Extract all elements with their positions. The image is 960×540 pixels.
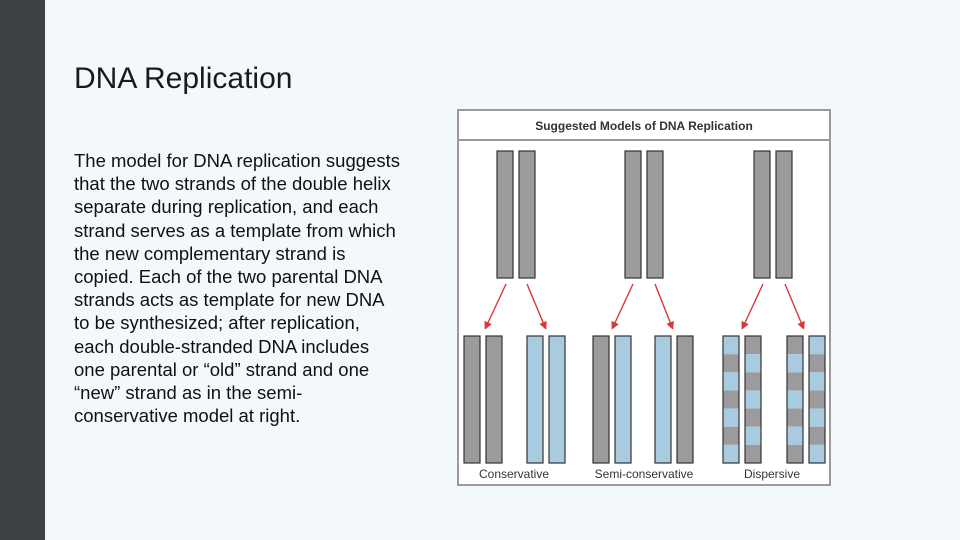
label-conservative: Conservative	[478, 467, 550, 481]
dispersive-mixed-strand-4-segment	[809, 445, 825, 463]
arrow-dispersive-left	[743, 284, 763, 327]
dispersive-mixed-strand-3-segment	[787, 372, 803, 390]
dispersive-mixed-strand-3-segment	[787, 336, 803, 354]
semi-conservative-new-strand-1	[615, 336, 631, 463]
dispersive-mixed-strand-4-segment	[809, 336, 825, 354]
dispersive-mixed-strand-3-segment	[787, 354, 803, 372]
replication-models-figure	[457, 109, 831, 486]
dispersive-mixed-strand-3-segment	[787, 390, 803, 408]
dispersive-mixed-strand-2-segment	[745, 427, 761, 445]
dispersive-mixed-strand-1-segment	[723, 445, 739, 463]
dispersive-mixed-strand-2-segment	[745, 354, 761, 372]
arrow-conservative-left	[486, 284, 506, 327]
conservative-new-strand-2	[549, 336, 565, 463]
dispersive-mixed-strand-2-segment	[745, 390, 761, 408]
conservative-old-strand-2	[486, 336, 502, 463]
dispersive-mixed-strand-1	[723, 336, 739, 463]
dispersive-mixed-strand-4-segment	[809, 372, 825, 390]
dispersive-mixed-strand-3-segment	[787, 445, 803, 463]
dispersive-mixed-strand-2-segment	[745, 372, 761, 390]
slide-body-text: The model for DNA replication suggests that the two strands of the double helix separate during replication, and each strand serves as a template from which the new complementary strand is copied. Each of the two parental DNA strands acts as template for new DNA to be synthesized; after replication, each double-stranded DNA includes one parental or “old” strand and one “new” strand as in the semi- conservative model at right.	[74, 150, 400, 427]
dispersive-mixed-strand-3-segment	[787, 409, 803, 427]
parent-strand-semi-right	[647, 151, 663, 278]
parent-strand-semi-left	[625, 151, 641, 278]
parent-strand-conservative-left	[497, 151, 513, 278]
semi-conservative-old-strand-2	[677, 336, 693, 463]
dispersive-mixed-strand-2-segment	[745, 445, 761, 463]
label-dispersive: Dispersive	[743, 467, 801, 481]
dispersive-mixed-strand-1-segment	[723, 336, 739, 354]
dispersive-mixed-strand-1-segment	[723, 427, 739, 445]
parent-strand-dispersive-left	[754, 151, 770, 278]
dispersive-mixed-strand-2	[745, 336, 761, 463]
arrow-dispersive-right	[785, 284, 803, 327]
dispersive-mixed-strand-1-segment	[723, 409, 739, 427]
parent-strand-dispersive-right	[776, 151, 792, 278]
dispersive-mixed-strand-1-segment	[723, 390, 739, 408]
semi-conservative-old-strand-1	[593, 336, 609, 463]
dispersive-mixed-strand-4-segment	[809, 427, 825, 445]
semi-conservative-new-strand-2	[655, 336, 671, 463]
conservative-new-strand-1	[527, 336, 543, 463]
arrow-conservative-right	[527, 284, 545, 327]
parent-strand-conservative-right	[519, 151, 535, 278]
replication-models-diagram	[459, 111, 829, 484]
label-semi-conservative: Semi-conservative	[594, 467, 694, 481]
arrow-semi-right	[655, 284, 672, 327]
dispersive-mixed-strand-1-segment	[723, 372, 739, 390]
conservative-old-strand-1	[464, 336, 480, 463]
dispersive-mixed-strand-3	[787, 336, 803, 463]
slide-title: DNA Replication	[74, 62, 293, 95]
dispersive-mixed-strand-4-segment	[809, 409, 825, 427]
left-accent-bar	[0, 0, 45, 540]
dispersive-mixed-strand-3-segment	[787, 427, 803, 445]
figure-title: Suggested Models of DNA Replication	[459, 111, 829, 141]
dispersive-mixed-strand-2-segment	[745, 409, 761, 427]
dispersive-mixed-strand-4	[809, 336, 825, 463]
dispersive-mixed-strand-4-segment	[809, 390, 825, 408]
dispersive-mixed-strand-1-segment	[723, 354, 739, 372]
dispersive-mixed-strand-2-segment	[745, 336, 761, 354]
arrow-semi-left	[613, 284, 633, 327]
dispersive-mixed-strand-4-segment	[809, 354, 825, 372]
